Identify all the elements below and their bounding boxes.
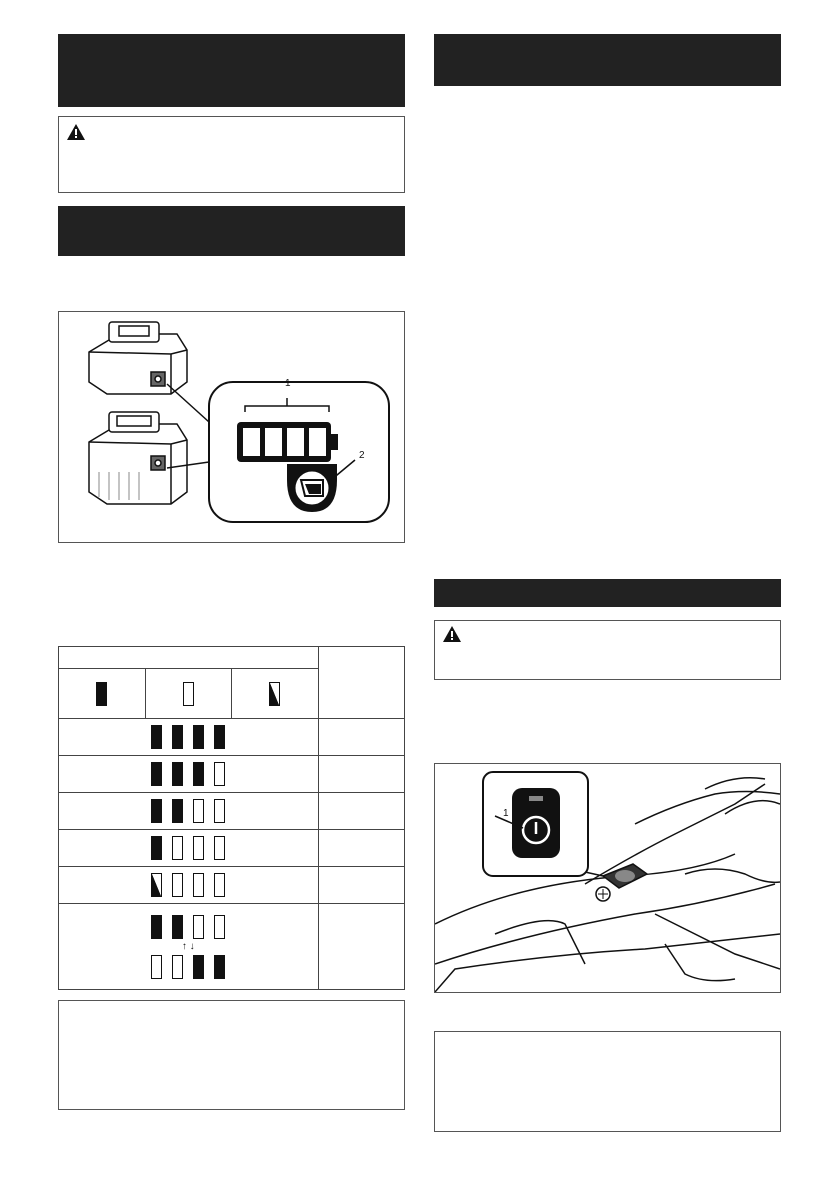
lamp-icon — [214, 873, 225, 897]
lamp-icon — [214, 762, 225, 786]
lamp-icon — [151, 799, 162, 823]
warning-box-1 — [58, 116, 405, 193]
table-header-capacity — [318, 647, 404, 719]
lamp-icon — [151, 836, 162, 860]
lamp-lit-icon — [96, 682, 107, 706]
warning-triangle-icon — [443, 626, 461, 642]
lamp-icon — [151, 955, 162, 979]
lamp-blinking-icon — [269, 682, 280, 706]
lamp-icon — [151, 873, 162, 897]
lamp-icon — [193, 915, 204, 939]
figure-power-switch — [434, 763, 781, 993]
lamp-icon — [193, 873, 204, 897]
power-switch-illustration — [435, 764, 780, 992]
lamp-icon — [172, 836, 183, 860]
table-row — [59, 830, 405, 867]
legend-blinking — [232, 669, 319, 719]
lamp-icon — [193, 725, 204, 749]
figure-battery-indicator — [58, 311, 405, 543]
note-box-right — [434, 1031, 781, 1132]
battery-illustration — [59, 312, 404, 542]
lamp-icon — [172, 799, 183, 823]
lamp-icon — [193, 799, 204, 823]
lamp-icon — [172, 915, 183, 939]
table-header-lamps — [59, 647, 319, 669]
lamp-icon — [214, 836, 225, 860]
legend-off — [145, 669, 232, 719]
lamp-icon — [151, 725, 162, 749]
section-header-3 — [434, 34, 781, 86]
warning-triangle-icon — [67, 124, 85, 140]
table-row — [59, 867, 405, 904]
lamp-icon — [172, 873, 183, 897]
table-row — [59, 719, 405, 756]
lamp-icon — [214, 799, 225, 823]
section-header-4 — [434, 579, 781, 607]
table-row — [59, 756, 405, 793]
lamp-icon — [214, 725, 225, 749]
warning-box-2 — [434, 620, 781, 680]
section-header-1 — [58, 34, 405, 107]
callout-1: 1 — [503, 808, 509, 819]
lamp-icon — [193, 955, 204, 979]
lamp-icon — [214, 955, 225, 979]
alternating-arrows: ↑ ↓ — [181, 940, 195, 952]
lamp-icon — [214, 915, 225, 939]
table-row — [59, 793, 405, 830]
legend-lit — [59, 669, 146, 719]
lamp-icon — [172, 762, 183, 786]
callout-1: 1 — [285, 378, 291, 389]
lamp-off-icon — [183, 682, 194, 706]
indicator-table — [58, 646, 405, 990]
lamp-icon — [193, 836, 204, 860]
section-header-2 — [58, 206, 405, 256]
lamp-icon — [172, 955, 183, 979]
lamp-icon — [172, 725, 183, 749]
lamp-icon — [151, 762, 162, 786]
callout-2: 2 — [359, 450, 365, 461]
lamp-icon — [151, 915, 162, 939]
table-row — [59, 904, 405, 990]
note-box-left — [58, 1000, 405, 1110]
lamp-icon — [193, 762, 204, 786]
